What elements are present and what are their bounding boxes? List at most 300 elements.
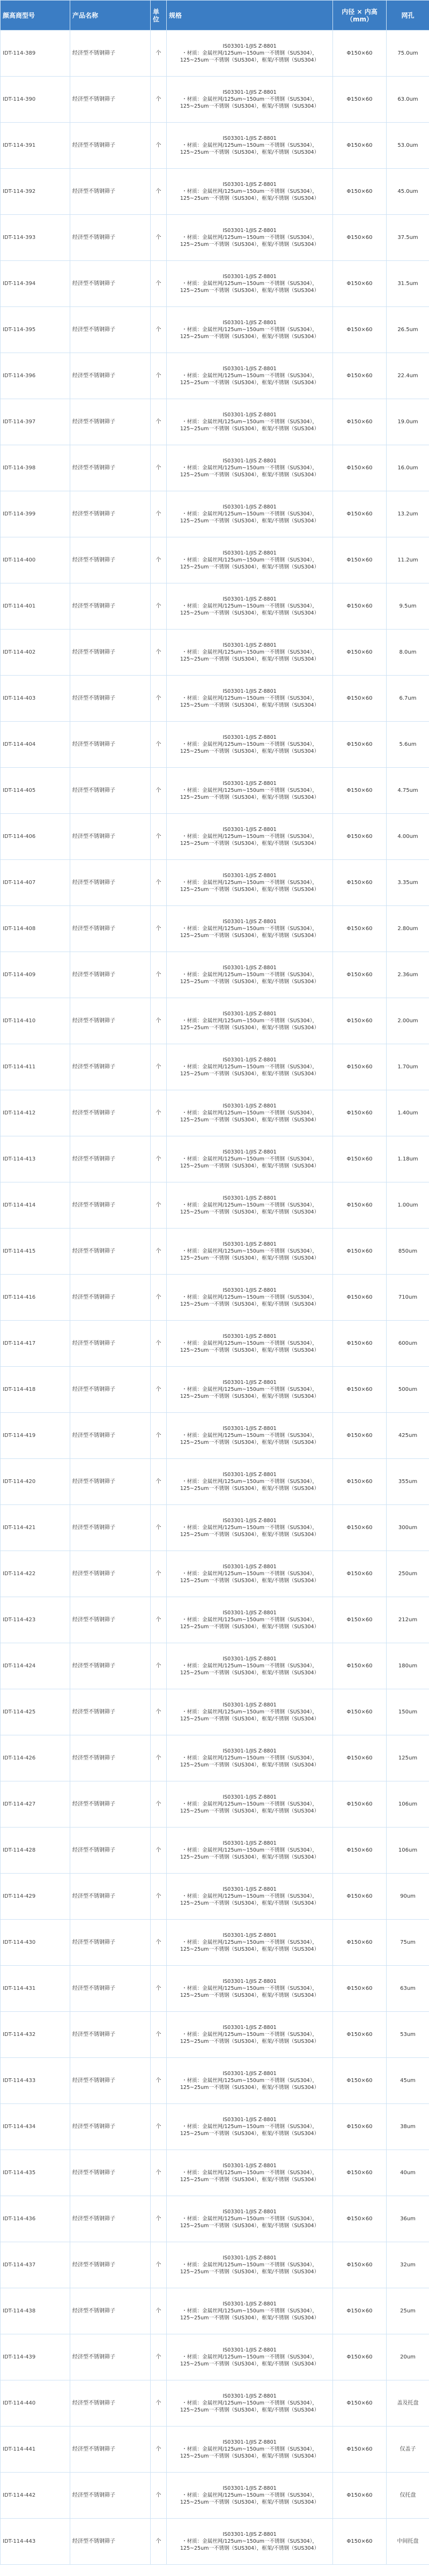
cell-size: Φ150×60 <box>333 123 387 169</box>
cell-model: IDT-114-435 <box>1 2150 70 2196</box>
cell-unit: 个 <box>151 583 167 630</box>
cell-product-name: 经济型不锈钢筛子 <box>70 1044 151 1090</box>
cell-unit: 个 <box>151 1781 167 1828</box>
cell-spec: IS03301-1/JIS Z-8801 ・材质：金属丝网/125um~150um一不锈钢（SUS304），125~25um一不锈钢（SUS304），框架/不锈钢（SUS304） <box>167 722 333 768</box>
cell-unit: 个 <box>151 1874 167 1920</box>
cell-size: Φ150×60 <box>333 77 387 123</box>
cell-size: Φ150×60 <box>333 1597 387 1643</box>
cell-mesh: 106um <box>387 1828 429 1874</box>
cell-model: IDT-114-421 <box>1 1505 70 1551</box>
cell-spec: IS03301-1/JIS Z-8801 ・材质：金属丝网/125um~150um一不锈钢（SUS304），125~25um一不锈钢（SUS304），框架/不锈钢（SUS304） <box>167 1459 333 1505</box>
table-row <box>1 1090 429 1136</box>
cell-size: Φ150×60 <box>333 2058 387 2104</box>
cell-model: IDT-114-404 <box>1 722 70 768</box>
cell-product-name: 经济型不锈钢筛子 <box>70 814 151 860</box>
cell-unit: 个 <box>151 1182 167 1229</box>
table-row <box>1 630 429 676</box>
cell-unit: 个 <box>151 399 167 445</box>
cell-size: Φ150×60 <box>333 2288 387 2334</box>
cell-model: IDT-114-391 <box>1 123 70 169</box>
cell-mesh: 1.00um <box>387 1182 429 1229</box>
cell-product-name: 经济型不锈钢筛子 <box>70 2380 151 2427</box>
cell-mesh: 63um <box>387 1966 429 2012</box>
cell-unit: 个 <box>151 1136 167 1182</box>
cell-product-name: 经济型不锈钢筛子 <box>70 1505 151 1551</box>
table-row <box>1 1459 429 1505</box>
cell-product-name: 经济型不锈钢筛子 <box>70 583 151 630</box>
cell-spec: IS03301-1/JIS Z-8801 ・材质：金属丝网/125um~150um一不锈钢（SUS304），125~25um一不锈钢（SUS304），框架/不锈钢（SUS304） <box>167 1874 333 1920</box>
table-row <box>1 2012 429 2058</box>
cell-size: Φ150×60 <box>333 215 387 261</box>
cell-unit: 个 <box>151 1735 167 1781</box>
cell-mesh: 4.75um <box>387 768 429 814</box>
cell-mesh: 710um <box>387 1275 429 1321</box>
cell-unit: 个 <box>151 307 167 353</box>
cell-model: IDT-114-410 <box>1 998 70 1044</box>
cell-product-name: 经济型不锈钢筛子 <box>70 2058 151 2104</box>
cell-model: IDT-114-429 <box>1 1874 70 1920</box>
cell-spec: IS03301-1/JIS Z-8801 ・材质：金属丝网/125um~150um一不锈钢（SUS304），125~25um一不锈钢（SUS304），框架/不锈钢（SUS304） <box>167 1735 333 1781</box>
cell-spec: IS03301-1/JIS Z-8801 ・材质：金属丝网/125um~150um一不锈钢（SUS304），125~25um一不锈钢（SUS304），框架/不锈钢（SUS304） <box>167 630 333 676</box>
cell-spec: IS03301-1/JIS Z-8801 ・材质：金属丝网/125um~150um一不锈钢（SUS304），125~25um一不锈钢（SUS304），框架/不锈钢（SUS304） <box>167 2519 333 2565</box>
cell-product-name: 经济型不锈钢筛子 <box>70 1321 151 1367</box>
table-row <box>1 1966 429 2012</box>
table-row <box>1 1182 429 1229</box>
cell-spec: IS03301-1/JIS Z-8801 ・材质：金属丝网/125um~150um一不锈钢（SUS304），125~25um一不锈钢（SUS304），框架/不锈钢（SUS304） <box>167 676 333 722</box>
cell-model: IDT-114-428 <box>1 1828 70 1874</box>
cell-model: IDT-114-434 <box>1 2104 70 2150</box>
cell-mesh: 仅盖子 <box>387 2427 429 2473</box>
cell-size: Φ150×60 <box>333 2519 387 2565</box>
cell-spec: IS03301-1/JIS Z-8801 ・材质：金属丝网/125um~150um一不锈钢（SUS304），125~25um一不锈钢（SUS304），框架/不锈钢（SUS304） <box>167 2380 333 2427</box>
cell-mesh: 2.36um <box>387 952 429 998</box>
cell-spec: IS03301-1/JIS Z-8801 ・材质：金属丝网/125um~150um一不锈钢（SUS304），125~25um一不锈钢（SUS304），框架/不锈钢（SUS304） <box>167 1413 333 1459</box>
cell-spec: IS03301-1/JIS Z-8801 ・材质：金属丝网/125um~150um一不锈钢（SUS304），125~25um一不锈钢（SUS304），框架/不锈钢（SUS304） <box>167 1182 333 1229</box>
table-row <box>1 31 429 77</box>
cell-product-name: 经济型不锈钢筛子 <box>70 1597 151 1643</box>
cell-spec: IS03301-1/JIS Z-8801 ・材质：金属丝网/125um~150um一不锈钢（SUS304），125~25um一不锈钢（SUS304），框架/不锈钢（SUS304） <box>167 1229 333 1275</box>
cell-spec: IS03301-1/JIS Z-8801 ・材质：金属丝网/125um~150um一不锈钢（SUS304），125~25um一不锈钢（SUS304），框架/不锈钢（SUS304） <box>167 537 333 583</box>
cell-mesh: 36um <box>387 2196 429 2242</box>
table-row <box>1 952 429 998</box>
cell-model: IDT-114-437 <box>1 2242 70 2288</box>
cell-spec: IS03301-1/JIS Z-8801 ・材质：金属丝网/125um~150um一不锈钢（SUS304），125~25um一不锈钢（SUS304），框架/不锈钢（SUS304） <box>167 2334 333 2380</box>
table-row <box>1 676 429 722</box>
table-row <box>1 860 429 906</box>
cell-mesh: 75.0um <box>387 31 429 77</box>
cell-spec: IS03301-1/JIS Z-8801 ・材质：金属丝网/125um~150um一不锈钢（SUS304），125~25um一不锈钢（SUS304），框架/不锈钢（SUS304） <box>167 1597 333 1643</box>
table-row <box>1 399 429 445</box>
cell-model: IDT-114-422 <box>1 1551 70 1597</box>
cell-spec: IS03301-1/JIS Z-8801 ・材质：金属丝网/125um~150um一不锈钢（SUS304），125~25um一不锈钢（SUS304），框架/不锈钢（SUS304） <box>167 353 333 399</box>
cell-product-name: 经济型不锈钢筛子 <box>70 2473 151 2519</box>
cell-mesh: 4.00um <box>387 814 429 860</box>
table-row <box>1 998 429 1044</box>
cell-spec: IS03301-1/JIS Z-8801 ・材质：金属丝网/125um~150um一不锈钢（SUS304），125~25um一不锈钢（SUS304），框架/不锈钢（SUS304） <box>167 998 333 1044</box>
cell-size: Φ150×60 <box>333 169 387 215</box>
table-row <box>1 2288 429 2334</box>
cell-size: Φ150×60 <box>333 1781 387 1828</box>
table-row <box>1 2150 429 2196</box>
cell-unit: 个 <box>151 2519 167 2565</box>
cell-product-name: 经济型不锈钢筛子 <box>70 2104 151 2150</box>
cell-mesh: 600um <box>387 1321 429 1367</box>
cell-mesh: 19.0um <box>387 399 429 445</box>
cell-mesh: 13.2um <box>387 491 429 537</box>
table-row <box>1 1597 429 1643</box>
cell-size: Φ150×60 <box>333 1735 387 1781</box>
cell-size: Φ150×60 <box>333 1505 387 1551</box>
table-row <box>1 1874 429 1920</box>
cell-model: IDT-114-441 <box>1 2427 70 2473</box>
cell-mesh: 25um <box>387 2288 429 2334</box>
cell-spec: IS03301-1/JIS Z-8801 ・材质：金属丝网/125um~150um一不锈钢（SUS304），125~25um一不锈钢（SUS304），框架/不锈钢（SUS304） <box>167 952 333 998</box>
cell-size: Φ150×60 <box>333 2427 387 2473</box>
cell-model: IDT-114-396 <box>1 353 70 399</box>
table-row <box>1 261 429 307</box>
table-row <box>1 445 429 491</box>
cell-mesh: 355um <box>387 1459 429 1505</box>
table-row <box>1 1551 429 1597</box>
cell-spec: IS03301-1/JIS Z-8801 ・材质：金属丝网/125um~150um一不锈钢（SUS304），125~25um一不锈钢（SUS304），框架/不锈钢（SUS304） <box>167 1551 333 1597</box>
cell-mesh: 53um <box>387 2012 429 2058</box>
cell-size: Φ150×60 <box>333 1321 387 1367</box>
cell-spec: IS03301-1/JIS Z-8801 ・材质：金属丝网/125um~150um一不锈钢（SUS304），125~25um一不锈钢（SUS304），框架/不锈钢（SUS304） <box>167 583 333 630</box>
cell-model: IDT-114-399 <box>1 491 70 537</box>
cell-spec: IS03301-1/JIS Z-8801 ・材质：金属丝网/125um~150um一不锈钢（SUS304），125~25um一不锈钢（SUS304），框架/不锈钢（SUS304） <box>167 169 333 215</box>
table-row <box>1 2427 429 2473</box>
cell-product-name: 经济型不锈钢筛子 <box>70 77 151 123</box>
cell-product-name: 经济型不锈钢筛子 <box>70 2427 151 2473</box>
cell-spec: IS03301-1/JIS Z-8801 ・材质：金属丝网/125um~150um一不锈钢（SUS304），125~25um一不锈钢（SUS304），框架/不锈钢（SUS304） <box>167 215 333 261</box>
cell-unit: 个 <box>151 2104 167 2150</box>
cell-spec: IS03301-1/JIS Z-8801 ・材质：金属丝网/125um~150um一不锈钢（SUS304），125~25um一不锈钢（SUS304），框架/不锈钢（SUS304） <box>167 261 333 307</box>
cell-spec: IS03301-1/JIS Z-8801 ・材质：金属丝网/125um~150um一不锈钢（SUS304），125~25um一不锈钢（SUS304），框架/不锈钢（SUS304） <box>167 1275 333 1321</box>
cell-unit: 个 <box>151 952 167 998</box>
cell-model: IDT-114-413 <box>1 1136 70 1182</box>
cell-product-name: 经济型不锈钢筛子 <box>70 1367 151 1413</box>
cell-product-name: 经济型不锈钢筛子 <box>70 353 151 399</box>
cell-size: Φ150×60 <box>333 1275 387 1321</box>
cell-spec: IS03301-1/JIS Z-8801 ・材质：金属丝网/125um~150um一不锈钢（SUS304），125~25um一不锈钢（SUS304），框架/不锈钢（SUS304） <box>167 2196 333 2242</box>
table-header <box>1 1 429 31</box>
cell-mesh: 500um <box>387 1367 429 1413</box>
cell-product-name: 经济型不锈钢筛子 <box>70 261 151 307</box>
cell-unit: 个 <box>151 2196 167 2242</box>
cell-size: Φ150×60 <box>333 952 387 998</box>
cell-model: IDT-114-402 <box>1 630 70 676</box>
cell-size: Φ150×60 <box>333 998 387 1044</box>
table-row <box>1 583 429 630</box>
cell-model: IDT-114-407 <box>1 860 70 906</box>
cell-product-name: 经济型不锈钢筛子 <box>70 768 151 814</box>
cell-spec: IS03301-1/JIS Z-8801 ・材质：金属丝网/125um~150um一不锈钢（SUS304），125~25um一不锈钢（SUS304），框架/不锈钢（SUS304） <box>167 1828 333 1874</box>
cell-model: IDT-114-414 <box>1 1182 70 1229</box>
cell-unit: 个 <box>151 2334 167 2380</box>
cell-spec: IS03301-1/JIS Z-8801 ・材质：金属丝网/125um~150um一不锈钢（SUS304），125~25um一不锈钢（SUS304），框架/不锈钢（SUS304） <box>167 307 333 353</box>
cell-mesh: 45um <box>387 2058 429 2104</box>
cell-product-name: 经济型不锈钢筛子 <box>70 2334 151 2380</box>
cell-product-name: 经济型不锈钢筛子 <box>70 1828 151 1874</box>
cell-unit: 个 <box>151 1275 167 1321</box>
cell-unit: 个 <box>151 906 167 952</box>
cell-size: Φ150×60 <box>333 491 387 537</box>
cell-size: Φ150×60 <box>333 1874 387 1920</box>
cell-model: IDT-114-411 <box>1 1044 70 1090</box>
cell-mesh: 2.80um <box>387 906 429 952</box>
cell-mesh: 1.40um <box>387 1090 429 1136</box>
cell-size: Φ150×60 <box>333 2334 387 2380</box>
cell-mesh: 31.5um <box>387 261 429 307</box>
cell-mesh: 中间托盘 <box>387 2519 429 2565</box>
cell-model: IDT-114-400 <box>1 537 70 583</box>
cell-model: IDT-114-426 <box>1 1735 70 1781</box>
cell-size: Φ150×60 <box>333 814 387 860</box>
cell-unit: 个 <box>151 2473 167 2519</box>
table-row <box>1 722 429 768</box>
cell-unit: 个 <box>151 445 167 491</box>
cell-unit: 个 <box>151 1459 167 1505</box>
cell-unit: 个 <box>151 860 167 906</box>
header-size: 内径 × 内高（mm） <box>333 1 387 31</box>
cell-spec: IS03301-1/JIS Z-8801 ・材质：金属丝网/125um~150um一不锈钢（SUS304），125~25um一不锈钢（SUS304），框架/不锈钢（SUS304） <box>167 1136 333 1182</box>
cell-mesh: 1.18um <box>387 1136 429 1182</box>
cell-product-name: 经济型不锈钢筛子 <box>70 998 151 1044</box>
cell-spec: IS03301-1/JIS Z-8801 ・材质：金属丝网/125um~150um一不锈钢（SUS304），125~25um一不锈钢（SUS304），框架/不锈钢（SUS304） <box>167 860 333 906</box>
cell-size: Φ150×60 <box>333 1182 387 1229</box>
cell-spec: IS03301-1/JIS Z-8801 ・材质：金属丝网/125um~150um一不锈钢（SUS304），125~25um一不锈钢（SUS304），框架/不锈钢（SUS304） <box>167 1689 333 1735</box>
cell-model: IDT-114-389 <box>1 31 70 77</box>
cell-unit: 个 <box>151 768 167 814</box>
cell-unit: 个 <box>151 215 167 261</box>
cell-model: IDT-114-425 <box>1 1689 70 1735</box>
cell-size: Φ150×60 <box>333 31 387 77</box>
cell-mesh: 150um <box>387 1689 429 1735</box>
cell-spec: IS03301-1/JIS Z-8801 ・材质：金属丝网/125um~150um一不锈钢（SUS304），125~25um一不锈钢（SUS304），框架/不锈钢（SUS304） <box>167 1643 333 1689</box>
table-row <box>1 307 429 353</box>
cell-size: Φ150×60 <box>333 1367 387 1413</box>
cell-mesh: 盖及托盘 <box>387 2380 429 2427</box>
cell-product-name: 经济型不锈钢筛子 <box>70 2196 151 2242</box>
cell-model: IDT-114-392 <box>1 169 70 215</box>
cell-size: Φ150×60 <box>333 353 387 399</box>
cell-size: Φ150×60 <box>333 537 387 583</box>
cell-product-name: 经济型不锈钢筛子 <box>70 1275 151 1321</box>
cell-spec: IS03301-1/JIS Z-8801 ・材质：金属丝网/125um~150um一不锈钢（SUS304），125~25um一不锈钢（SUS304），框架/不锈钢（SUS304） <box>167 2058 333 2104</box>
cell-unit: 个 <box>151 1828 167 1874</box>
cell-mesh: 8.0um <box>387 630 429 676</box>
cell-product-name: 经济型不锈钢筛子 <box>70 2288 151 2334</box>
cell-product-name: 经济型不锈钢筛子 <box>70 860 151 906</box>
cell-model: IDT-114-423 <box>1 1597 70 1643</box>
cell-size: Φ150×60 <box>333 1090 387 1136</box>
cell-model: IDT-114-403 <box>1 676 70 722</box>
cell-spec: IS03301-1/JIS Z-8801 ・材质：金属丝网/125um~150um一不锈钢（SUS304），125~25um一不锈钢（SUS304），框架/不锈钢（SUS304） <box>167 2012 333 2058</box>
cell-mesh: 106um <box>387 1781 429 1828</box>
cell-mesh: 5.6um <box>387 722 429 768</box>
cell-size: Φ150×60 <box>333 630 387 676</box>
cell-model: IDT-114-443 <box>1 2519 70 2565</box>
cell-unit: 个 <box>151 630 167 676</box>
cell-mesh: 75um <box>387 1920 429 1966</box>
cell-size: Φ150×60 <box>333 2380 387 2427</box>
cell-size: Φ150×60 <box>333 676 387 722</box>
table-row <box>1 1643 429 1689</box>
cell-model: IDT-114-405 <box>1 768 70 814</box>
cell-spec: IS03301-1/JIS Z-8801 ・材质：金属丝网/125um~150um一不锈钢（SUS304），125~25um一不锈钢（SUS304），框架/不锈钢（SUS304） <box>167 2104 333 2150</box>
cell-spec: IS03301-1/JIS Z-8801 ・材质：金属丝网/125um~150um一不锈钢（SUS304），125~25um一不锈钢（SUS304），框架/不锈钢（SUS304） <box>167 1044 333 1090</box>
cell-spec: IS03301-1/JIS Z-8801 ・材质：金属丝网/125um~150um一不锈钢（SUS304），125~25um一不锈钢（SUS304），框架/不锈钢（SUS304） <box>167 31 333 77</box>
cell-spec: IS03301-1/JIS Z-8801 ・材质：金属丝网/125um~150um一不锈钢（SUS304），125~25um一不锈钢（SUS304），框架/不锈钢（SUS304） <box>167 2473 333 2519</box>
table-row <box>1 1367 429 1413</box>
cell-size: Φ150×60 <box>333 307 387 353</box>
cell-unit: 个 <box>151 123 167 169</box>
cell-model: IDT-114-415 <box>1 1229 70 1275</box>
cell-spec: IS03301-1/JIS Z-8801 ・材质：金属丝网/125um~150um一不锈钢（SUS304），125~25um一不锈钢（SUS304），框架/不锈钢（SUS304） <box>167 1920 333 1966</box>
cell-mesh: 20um <box>387 2334 429 2380</box>
cell-spec: IS03301-1/JIS Z-8801 ・材质：金属丝网/125um~150um一不锈钢（SUS304），125~25um一不锈钢（SUS304），框架/不锈钢（SUS304） <box>167 2427 333 2473</box>
table-row <box>1 353 429 399</box>
cell-unit: 个 <box>151 1597 167 1643</box>
cell-unit: 个 <box>151 1413 167 1459</box>
cell-spec: IS03301-1/JIS Z-8801 ・材质：金属丝网/125um~150um一不锈钢（SUS304），125~25um一不锈钢（SUS304），框架/不锈钢（SUS304） <box>167 1367 333 1413</box>
cell-spec: IS03301-1/JIS Z-8801 ・材质：金属丝网/125um~150um一不锈钢（SUS304），125~25um一不锈钢（SUS304），框架/不锈钢（SUS304） <box>167 2242 333 2288</box>
cell-size: Φ150×60 <box>333 1966 387 2012</box>
cell-mesh: 53.0um <box>387 123 429 169</box>
cell-mesh: 37.5um <box>387 215 429 261</box>
cell-model: IDT-114-442 <box>1 2473 70 2519</box>
header-model: 颜高商型号 <box>1 1 70 31</box>
cell-spec: IS03301-1/JIS Z-8801 ・材质：金属丝网/125um~150um一不锈钢（SUS304），125~25um一不锈钢（SUS304），框架/不锈钢（SUS304） <box>167 1781 333 1828</box>
cell-model: IDT-114-432 <box>1 2012 70 2058</box>
cell-spec: IS03301-1/JIS Z-8801 ・材质：金属丝网/125um~150um一不锈钢（SUS304），125~25um一不锈钢（SUS304），框架/不锈钢（SUS304） <box>167 814 333 860</box>
cell-unit: 个 <box>151 2012 167 2058</box>
cell-size: Φ150×60 <box>333 1551 387 1597</box>
table-row <box>1 1781 429 1828</box>
cell-mesh: 9.5um <box>387 583 429 630</box>
cell-model: IDT-114-439 <box>1 2334 70 2380</box>
cell-model: IDT-114-398 <box>1 445 70 491</box>
cell-mesh: 300um <box>387 1505 429 1551</box>
cell-unit: 个 <box>151 1643 167 1689</box>
cell-model: IDT-114-409 <box>1 952 70 998</box>
table-row <box>1 2104 429 2150</box>
cell-model: IDT-114-424 <box>1 1643 70 1689</box>
cell-mesh: 2.00um <box>387 998 429 1044</box>
table-row <box>1 2380 429 2427</box>
cell-size: Φ150×60 <box>333 1136 387 1182</box>
cell-unit: 个 <box>151 1689 167 1735</box>
cell-product-name: 经济型不锈钢筛子 <box>70 1643 151 1689</box>
cell-unit: 个 <box>151 2380 167 2427</box>
cell-model: IDT-114-412 <box>1 1090 70 1136</box>
cell-unit: 个 <box>151 31 167 77</box>
cell-spec: IS03301-1/JIS Z-8801 ・材质：金属丝网/125um~150um一不锈钢（SUS304），125~25um一不锈钢（SUS304），框架/不锈钢（SUS304） <box>167 2150 333 2196</box>
table-row <box>1 1505 429 1551</box>
cell-unit: 个 <box>151 77 167 123</box>
cell-mesh: 212um <box>387 1597 429 1643</box>
table-row <box>1 814 429 860</box>
header-unit: 单位 <box>151 1 167 31</box>
cell-mesh: 38um <box>387 2104 429 2150</box>
cell-product-name: 经济型不锈钢筛子 <box>70 1966 151 2012</box>
cell-product-name: 经济型不锈钢筛子 <box>70 445 151 491</box>
cell-model: IDT-114-401 <box>1 583 70 630</box>
cell-product-name: 经济型不锈钢筛子 <box>70 1182 151 1229</box>
cell-model: IDT-114-431 <box>1 1966 70 2012</box>
cell-product-name: 经济型不锈钢筛子 <box>70 2012 151 2058</box>
table-row <box>1 169 429 215</box>
header-spec: 规格 <box>167 1 333 31</box>
cell-product-name: 经济型不锈钢筛子 <box>70 952 151 998</box>
cell-size: Φ150×60 <box>333 1229 387 1275</box>
cell-size: Φ150×60 <box>333 1828 387 1874</box>
cell-unit: 个 <box>151 1551 167 1597</box>
cell-unit: 个 <box>151 1505 167 1551</box>
table-row <box>1 1689 429 1735</box>
cell-model: IDT-114-408 <box>1 906 70 952</box>
cell-product-name: 经济型不锈钢筛子 <box>70 1874 151 1920</box>
cell-model: IDT-114-416 <box>1 1275 70 1321</box>
cell-size: Φ150×60 <box>333 399 387 445</box>
cell-spec: IS03301-1/JIS Z-8801 ・材质：金属丝网/125um~150um一不锈钢（SUS304），125~25um一不锈钢（SUS304），框架/不锈钢（SUS304） <box>167 123 333 169</box>
table-row <box>1 1920 429 1966</box>
cell-unit: 个 <box>151 537 167 583</box>
cell-product-name: 经济型不锈钢筛子 <box>70 307 151 353</box>
cell-unit: 个 <box>151 814 167 860</box>
cell-mesh: 850um <box>387 1229 429 1275</box>
cell-size: Φ150×60 <box>333 2196 387 2242</box>
cell-mesh: 32um <box>387 2242 429 2288</box>
cell-size: Φ150×60 <box>333 1413 387 1459</box>
cell-product-name: 经济型不锈钢筛子 <box>70 1090 151 1136</box>
cell-product-name: 经济型不锈钢筛子 <box>70 1229 151 1275</box>
cell-size: Φ150×60 <box>333 2473 387 2519</box>
table-body <box>1 31 429 2565</box>
cell-model: IDT-114-406 <box>1 814 70 860</box>
cell-product-name: 经济型不锈钢筛子 <box>70 2150 151 2196</box>
cell-model: IDT-114-438 <box>1 2288 70 2334</box>
cell-mesh: 90um <box>387 1874 429 1920</box>
cell-model: IDT-114-427 <box>1 1781 70 1828</box>
table-row <box>1 1321 429 1367</box>
cell-mesh: 仅托盘 <box>387 2473 429 2519</box>
table-row <box>1 768 429 814</box>
cell-unit: 个 <box>151 169 167 215</box>
header-mesh: 网孔 <box>387 1 429 31</box>
cell-product-name: 经济型不锈钢筛子 <box>70 676 151 722</box>
cell-model: IDT-114-390 <box>1 77 70 123</box>
cell-spec: IS03301-1/JIS Z-8801 ・材质：金属丝网/125um~150um一不锈钢（SUS304），125~25um一不锈钢（SUS304），框架/不锈钢（SUS304） <box>167 399 333 445</box>
cell-mesh: 11.2um <box>387 537 429 583</box>
cell-product-name: 经济型不锈钢筛子 <box>70 1413 151 1459</box>
cell-unit: 个 <box>151 1321 167 1367</box>
cell-product-name: 经济型不锈钢筛子 <box>70 215 151 261</box>
cell-unit: 个 <box>151 1044 167 1090</box>
cell-model: IDT-114-436 <box>1 2196 70 2242</box>
cell-unit: 个 <box>151 491 167 537</box>
cell-size: Φ150×60 <box>333 583 387 630</box>
cell-product-name: 经济型不锈钢筛子 <box>70 906 151 952</box>
cell-mesh: 3.35um <box>387 860 429 906</box>
cell-spec: IS03301-1/JIS Z-8801 ・材质：金属丝网/125um~150um一不锈钢（SUS304），125~25um一不锈钢（SUS304），框架/不锈钢（SUS304） <box>167 2288 333 2334</box>
cell-spec: IS03301-1/JIS Z-8801 ・材质：金属丝网/125um~150um一不锈钢（SUS304），125~25um一不锈钢（SUS304），框架/不锈钢（SUS304） <box>167 1090 333 1136</box>
cell-product-name: 经济型不锈钢筛子 <box>70 399 151 445</box>
cell-model: IDT-114-430 <box>1 1920 70 1966</box>
cell-model: IDT-114-397 <box>1 399 70 445</box>
cell-size: Φ150×60 <box>333 906 387 952</box>
cell-model: IDT-114-440 <box>1 2380 70 2427</box>
